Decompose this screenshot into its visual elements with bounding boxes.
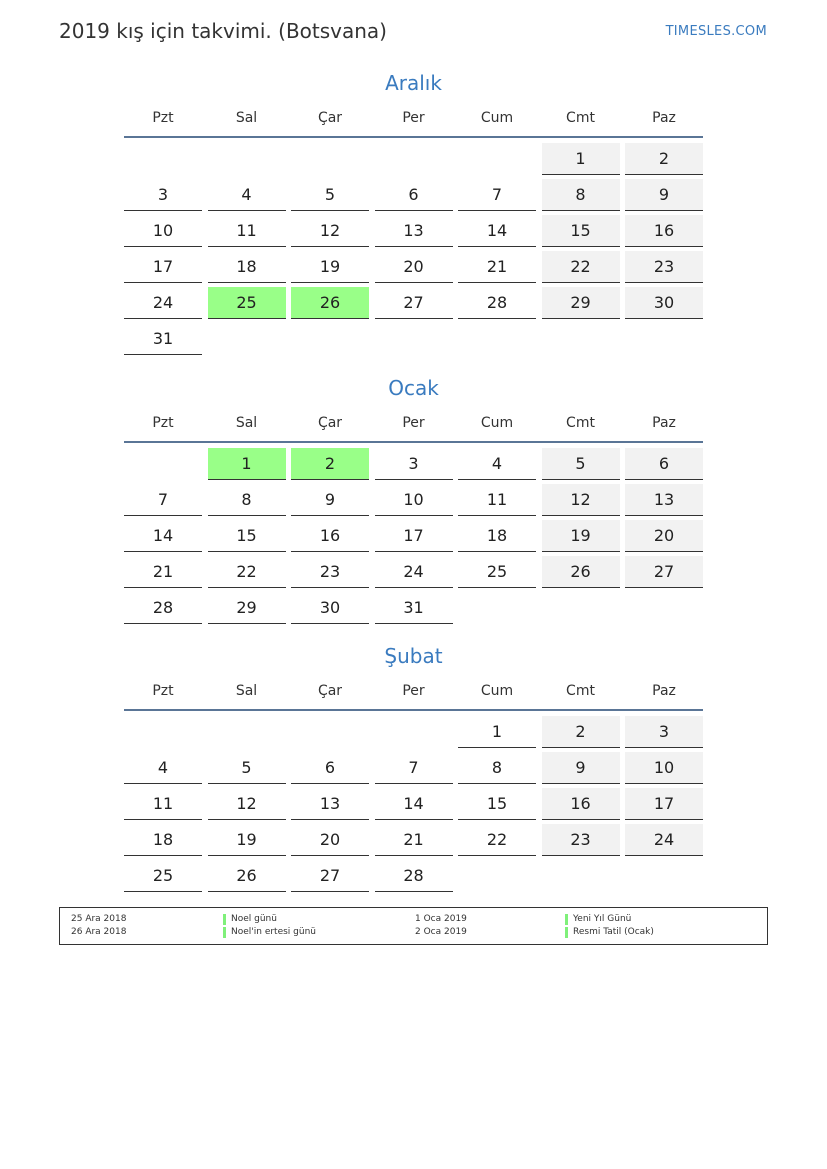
- weekday-label: Çar: [317, 683, 343, 699]
- day-cell: 7: [375, 752, 453, 784]
- holiday-day-cell: 2: [291, 448, 369, 480]
- month-title: Aralık: [385, 71, 442, 95]
- day-cell: 3: [124, 179, 202, 211]
- holiday-day-cell: 26: [291, 287, 369, 319]
- day-cell: 7: [124, 484, 202, 516]
- empty-day-cell: [625, 592, 703, 623]
- legend-holiday-name: Yeni Yıl Günü: [573, 914, 632, 924]
- empty-day-cell: [124, 716, 202, 747]
- month-title: Şubat: [384, 644, 443, 668]
- day-cell: 28: [124, 592, 202, 624]
- holiday-marker: [565, 927, 568, 938]
- day-cell: 21: [375, 824, 453, 856]
- month-calendar-ocak: [124, 375, 703, 628]
- empty-day-cell: [208, 143, 286, 174]
- weekend-day-cell: 13: [625, 484, 703, 516]
- day-cell: 1: [458, 716, 536, 748]
- weekend-day-cell: 5: [542, 448, 620, 480]
- day-cell: 24: [375, 556, 453, 588]
- weekday-header-row: [124, 675, 703, 707]
- page-title: 2019 kış için takvimi. (Botsvana): [59, 19, 387, 43]
- weekend-day-cell: 23: [625, 251, 703, 283]
- day-cell: 13: [291, 788, 369, 820]
- weeks-grid: [124, 448, 703, 624]
- week-row: [124, 323, 703, 355]
- weekday-label: Paz: [652, 683, 676, 699]
- weekend-day-cell: 9: [625, 179, 703, 211]
- week-row: [124, 143, 703, 175]
- weekday-label: Per: [402, 415, 425, 431]
- day-cell: 5: [291, 179, 369, 211]
- week-row: [124, 179, 703, 211]
- empty-day-cell: [542, 860, 620, 891]
- weekday-label: Cmt: [566, 683, 595, 699]
- weekday-label: Çar: [317, 415, 343, 431]
- day-cell: 20: [291, 824, 369, 856]
- week-row: [124, 788, 703, 820]
- weekend-day-cell: 16: [542, 788, 620, 820]
- weekday-label: Paz: [652, 110, 676, 126]
- empty-day-cell: [458, 860, 536, 891]
- weekday-label: Sal: [235, 683, 258, 699]
- day-cell: 11: [458, 484, 536, 516]
- legend-holiday-name: Resmi Tatil (Ocak): [573, 927, 654, 937]
- legend-date: 1 Oca 2019: [415, 914, 467, 924]
- weekday-label: Sal: [235, 110, 258, 126]
- day-cell: 27: [375, 287, 453, 319]
- legend-holiday-name: Noel'in ertesi günü: [231, 927, 316, 937]
- day-cell: 18: [124, 824, 202, 856]
- day-cell: 5: [208, 752, 286, 784]
- brand-link[interactable]: TIMESLES.COM: [665, 24, 767, 39]
- day-cell: 14: [458, 215, 536, 247]
- holiday-day-cell: 1: [208, 448, 286, 480]
- weekday-label: Per: [402, 683, 425, 699]
- day-cell: 28: [375, 860, 453, 892]
- empty-day-cell: [124, 143, 202, 174]
- weekday-label: Pzt: [152, 683, 174, 699]
- day-cell: 12: [291, 215, 369, 247]
- holiday-marker: [223, 927, 226, 938]
- day-cell: 11: [208, 215, 286, 247]
- weekday-label: Per: [402, 110, 425, 126]
- weekend-day-cell: 1: [542, 143, 620, 175]
- weekday-label: Cmt: [566, 415, 595, 431]
- empty-day-cell: [458, 323, 536, 354]
- weekend-day-cell: 15: [542, 215, 620, 247]
- weekend-day-cell: 30: [625, 287, 703, 319]
- weekend-day-cell: 6: [625, 448, 703, 480]
- day-cell: 4: [124, 752, 202, 784]
- day-cell: 17: [375, 520, 453, 552]
- day-cell: 6: [375, 179, 453, 211]
- weekend-day-cell: 20: [625, 520, 703, 552]
- weekend-day-cell: 27: [625, 556, 703, 588]
- weekend-day-cell: 19: [542, 520, 620, 552]
- weekend-day-cell: 23: [542, 824, 620, 856]
- weekday-label: Çar: [317, 110, 343, 126]
- empty-day-cell: [291, 716, 369, 747]
- legend-holiday-name: Noel günü: [231, 914, 277, 924]
- day-cell: 12: [208, 788, 286, 820]
- day-cell: 31: [124, 323, 202, 355]
- weekday-label: Pzt: [152, 110, 174, 126]
- day-cell: 21: [458, 251, 536, 283]
- day-cell: 18: [208, 251, 286, 283]
- day-cell: 27: [291, 860, 369, 892]
- weekend-day-cell: 24: [625, 824, 703, 856]
- header-divider: [124, 136, 703, 138]
- weekday-label: Cmt: [566, 110, 595, 126]
- day-cell: 8: [458, 752, 536, 784]
- weekend-day-cell: 2: [625, 143, 703, 175]
- day-cell: 26: [208, 860, 286, 892]
- day-cell: 22: [208, 556, 286, 588]
- day-cell: 21: [124, 556, 202, 588]
- day-cell: 17: [124, 251, 202, 283]
- week-row: [124, 520, 703, 552]
- day-cell: 14: [375, 788, 453, 820]
- weeks-grid: [124, 143, 703, 355]
- empty-day-cell: [458, 592, 536, 623]
- day-cell: 11: [124, 788, 202, 820]
- month-calendar-subat: [124, 643, 703, 896]
- day-cell: 13: [375, 215, 453, 247]
- day-cell: 9: [291, 484, 369, 516]
- week-row: [124, 448, 703, 480]
- month-calendar-aralik: [124, 70, 703, 359]
- week-row: [124, 824, 703, 856]
- day-cell: 31: [375, 592, 453, 624]
- empty-day-cell: [375, 323, 453, 354]
- week-row: [124, 287, 703, 319]
- empty-day-cell: [208, 323, 286, 354]
- day-cell: 19: [291, 251, 369, 283]
- empty-day-cell: [291, 143, 369, 174]
- day-cell: 16: [291, 520, 369, 552]
- legend-date: 2 Oca 2019: [415, 927, 467, 937]
- day-cell: 8: [208, 484, 286, 516]
- header-divider: [124, 441, 703, 443]
- weekend-day-cell: 9: [542, 752, 620, 784]
- week-row: [124, 592, 703, 624]
- day-cell: 29: [208, 592, 286, 624]
- day-cell: 28: [458, 287, 536, 319]
- empty-day-cell: [542, 323, 620, 354]
- day-cell: 4: [208, 179, 286, 211]
- day-cell: 25: [458, 556, 536, 588]
- holiday-legend: [59, 907, 768, 945]
- empty-day-cell: [208, 716, 286, 747]
- weekend-day-cell: 17: [625, 788, 703, 820]
- week-row: [124, 215, 703, 247]
- weekday-label: Cum: [480, 110, 514, 126]
- weekend-day-cell: 2: [542, 716, 620, 748]
- day-cell: 10: [124, 215, 202, 247]
- week-row: [124, 752, 703, 784]
- empty-day-cell: [124, 448, 202, 479]
- empty-day-cell: [291, 323, 369, 354]
- weekday-label: Paz: [652, 415, 676, 431]
- day-cell: 18: [458, 520, 536, 552]
- day-cell: 30: [291, 592, 369, 624]
- weekday-header-row: [124, 102, 703, 134]
- weekday-header-row: [124, 407, 703, 439]
- empty-day-cell: [375, 716, 453, 747]
- holiday-marker: [223, 914, 226, 925]
- day-cell: 4: [458, 448, 536, 480]
- day-cell: 19: [208, 824, 286, 856]
- day-cell: 10: [375, 484, 453, 516]
- legend-date: 25 Ara 2018: [71, 914, 127, 924]
- weekday-label: Cum: [480, 683, 514, 699]
- day-cell: 20: [375, 251, 453, 283]
- weeks-grid: [124, 716, 703, 892]
- weekend-day-cell: 3: [625, 716, 703, 748]
- day-cell: 23: [291, 556, 369, 588]
- day-cell: 7: [458, 179, 536, 211]
- week-row: [124, 556, 703, 588]
- weekend-day-cell: 10: [625, 752, 703, 784]
- weekend-day-cell: 16: [625, 215, 703, 247]
- weekend-day-cell: 26: [542, 556, 620, 588]
- holiday-day-cell: 25: [208, 287, 286, 319]
- week-row: [124, 860, 703, 892]
- weekday-label: Sal: [235, 415, 258, 431]
- empty-day-cell: [625, 323, 703, 354]
- day-cell: 24: [124, 287, 202, 319]
- empty-day-cell: [542, 592, 620, 623]
- day-cell: 6: [291, 752, 369, 784]
- weekend-day-cell: 8: [542, 179, 620, 211]
- week-row: [124, 716, 703, 748]
- empty-day-cell: [458, 143, 536, 174]
- day-cell: 15: [208, 520, 286, 552]
- day-cell: 25: [124, 860, 202, 892]
- weekday-label: Pzt: [152, 415, 174, 431]
- legend-date: 26 Ara 2018: [71, 927, 127, 937]
- empty-day-cell: [375, 143, 453, 174]
- day-cell: 14: [124, 520, 202, 552]
- week-row: [124, 484, 703, 516]
- weekend-day-cell: 22: [542, 251, 620, 283]
- day-cell: 3: [375, 448, 453, 480]
- empty-day-cell: [625, 860, 703, 891]
- week-row: [124, 251, 703, 283]
- weekday-label: Cum: [480, 415, 514, 431]
- day-cell: 15: [458, 788, 536, 820]
- weekend-day-cell: 12: [542, 484, 620, 516]
- header-divider: [124, 709, 703, 711]
- holiday-marker: [565, 914, 568, 925]
- day-cell: 22: [458, 824, 536, 856]
- weekend-day-cell: 29: [542, 287, 620, 319]
- month-title: Ocak: [388, 376, 439, 400]
